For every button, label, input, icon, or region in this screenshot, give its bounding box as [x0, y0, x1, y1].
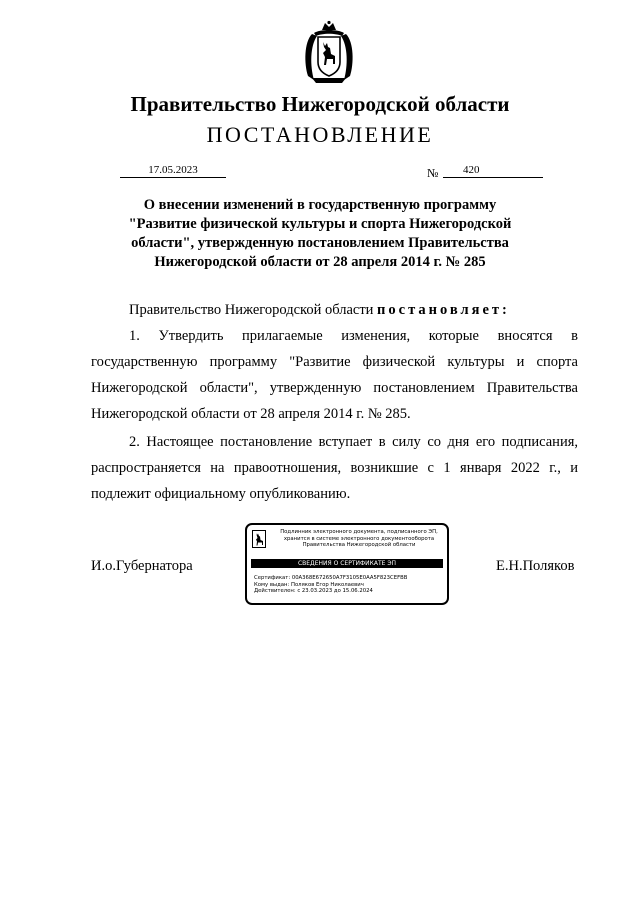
subject-line: О внесении изменений в государственную программу [143, 197, 497, 213]
decree-verb: постановляет: [377, 302, 510, 318]
coat-of-arms-icon [300, 20, 358, 84]
organization-title: Правительство Нижегородской области [130, 92, 510, 116]
stamp-title-bar: СВЕДЕНИЯ О СЕРТИФИКАТЕ ЭП [251, 559, 443, 568]
preamble [91, 297, 578, 323]
signer-position: И.о.Губернатора [91, 558, 193, 574]
stamp-note [273, 529, 445, 549]
stamp-note-line: Правительства Нижегородской области [302, 542, 416, 548]
subject-line: "Развитие физической культуры и спорта Нижегородской [128, 216, 512, 232]
document-date: 17.05.2023 [120, 164, 226, 178]
document-type: ПОСТАНОВЛЕНИЕ [206, 122, 434, 147]
stamp-note-line: хранится в системе электронного документооборота [283, 535, 435, 542]
certificate-serial: Сертификат: 00A368E672650A7F3105E0AA5F823CEFBB [254, 575, 408, 581]
nizhny-novgorod-logo-icon [252, 530, 266, 548]
item-1: 1. Утвердить прилагаемые изменения, которые вносятся в государственную программу "Развитие физической культуры и спорта Нижегородской области", утвержденную постановлением Правительства Нижегородской области от 28 апреля 2014 г. № 285. [91, 328, 578, 422]
certificate-info [254, 575, 407, 595]
signer-name: Е.Н.Поляков [496, 558, 575, 574]
document-body [91, 297, 578, 507]
document-subject [100, 196, 540, 272]
preamble-text: Правительство Нижегородской области [129, 302, 378, 318]
item-2: 2. Настоящее постановление вступает в силу со дня его подписания, распространяется на правоотношения, возникшие с 1 января 2022 г., и подлежит официальному опубликованию. [91, 434, 578, 502]
subject-line: Нижегородской области от 28 апреля 2014 г. № 285 [154, 254, 486, 270]
electronic-signature-stamp [245, 523, 449, 605]
certificate-owner: Кому выдан: Поляков Егор Николаевич [254, 581, 364, 588]
subject-line: области", утвержденную постановлением Правительства [131, 235, 509, 251]
stamp-note-line: Подлинник электронного документа, подписанного ЭП, [280, 529, 438, 535]
document-number: 420 [443, 164, 543, 178]
number-sign: № [427, 166, 439, 180]
certificate-validity: Действителен: с 23.03.2023 до 15.06.2024 [254, 588, 373, 594]
